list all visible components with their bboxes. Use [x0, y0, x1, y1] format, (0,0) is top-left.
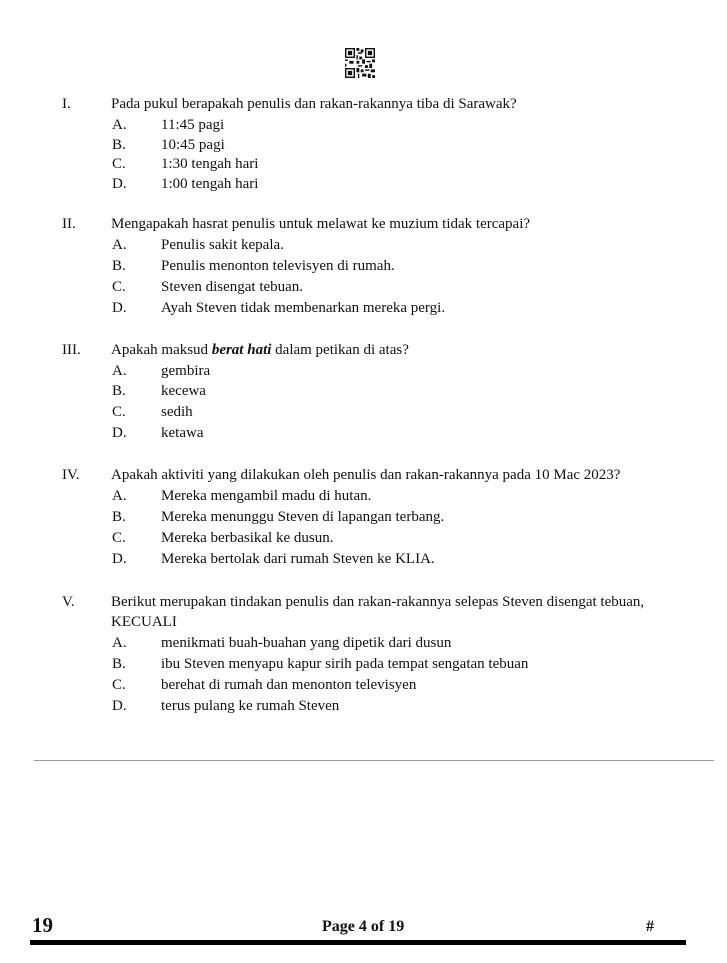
- question-number: II.: [62, 216, 76, 232]
- option-text: kecewa: [161, 383, 206, 399]
- option-letter: B.: [112, 137, 126, 153]
- option-text: Penulis sakit kepala.: [161, 237, 284, 253]
- option-text: terus pulang ke rumah Steven: [161, 698, 340, 714]
- option-letter: A.: [112, 363, 127, 379]
- option-letter: A.: [112, 635, 127, 651]
- qr-code-icon: [345, 48, 375, 78]
- option-letter: D.: [112, 551, 127, 567]
- footer-rule: [30, 940, 686, 945]
- option-letter: A.: [112, 237, 127, 253]
- question-number: IV.: [62, 467, 80, 483]
- option-text: 1:00 tengah hari: [161, 176, 259, 192]
- option-text: ketawa: [161, 425, 204, 441]
- option-letter: A.: [112, 117, 127, 133]
- question-text: [111, 340, 701, 360]
- option-text: berehat di rumah dan menonton televisyen: [161, 677, 417, 693]
- option-text: sedih: [161, 404, 193, 420]
- question-number: III.: [62, 342, 81, 358]
- option-letter: C.: [112, 404, 126, 420]
- question-text-after: dalam petikan di atas?: [275, 342, 409, 358]
- option-text: Steven disengat tebuan.: [161, 279, 304, 295]
- option-text: Mereka berbasikal ke dusun.: [161, 530, 334, 546]
- question-number: I.: [62, 96, 71, 112]
- option-text: menikmati buah-buahan yang dipetik dari dusun: [161, 635, 452, 651]
- section-divider: [34, 760, 714, 761]
- option-letter: D.: [112, 698, 127, 714]
- option-letter: B.: [112, 509, 126, 525]
- option-text: Mereka menunggu Steven di lapangan terbang.: [161, 509, 445, 525]
- option-letter: C.: [112, 156, 126, 172]
- option-letter: B.: [112, 258, 126, 274]
- emphasis-term: berat hati: [211, 342, 272, 358]
- option-text: 1:30 tengah hari: [161, 156, 259, 172]
- option-text: Mereka bertolak dari rumah Steven ke KLIA.: [161, 551, 435, 567]
- question-text: Berikut merupakan tindakan penulis dan rakan-rakannya selepas Steven disengat tebuan, KECUALI: [111, 594, 645, 630]
- option-text: Ayah Steven tidak membenarkan mereka pergi.: [161, 300, 446, 316]
- option-letter: D.: [112, 176, 127, 192]
- option-letter: C.: [112, 677, 126, 693]
- option-letter: C.: [112, 530, 126, 546]
- option-text: ibu Steven menyapu kapur sirih pada tempat sengatan tebuan: [161, 656, 529, 672]
- option-letter: D.: [112, 300, 127, 316]
- question-text-before: Apakah maksud: [111, 342, 209, 358]
- question-text: Pada pukul berapakah penulis dan rakan-rakannya tiba di Sarawak?: [111, 96, 517, 112]
- question-text: Apakah aktiviti yang dilakukan oleh penulis dan rakan-rakannya pada 10 Mac 2023?: [111, 467, 621, 483]
- option-text: 11:45 pagi: [161, 117, 225, 133]
- option-letter: D.: [112, 425, 127, 441]
- question-number: V.: [62, 594, 75, 610]
- option-letter: A.: [112, 488, 127, 504]
- footer-hash: #: [646, 918, 654, 935]
- option-letter: B.: [112, 383, 126, 399]
- option-letter: C.: [112, 279, 126, 295]
- option-letter: B.: [112, 656, 126, 672]
- question-text: Mengapakah hasrat penulis untuk melawat ke muzium tidak tercapai?: [111, 216, 531, 232]
- footer-number: 19: [32, 913, 53, 937]
- option-text: 10:45 pagi: [161, 137, 225, 153]
- option-text: Mereka mengambil madu di hutan.: [161, 488, 372, 504]
- page-number-label: Page 4 of 19: [322, 918, 405, 935]
- option-text: Penulis menonton televisyen di rumah.: [161, 258, 395, 274]
- option-text: gembira: [161, 363, 211, 379]
